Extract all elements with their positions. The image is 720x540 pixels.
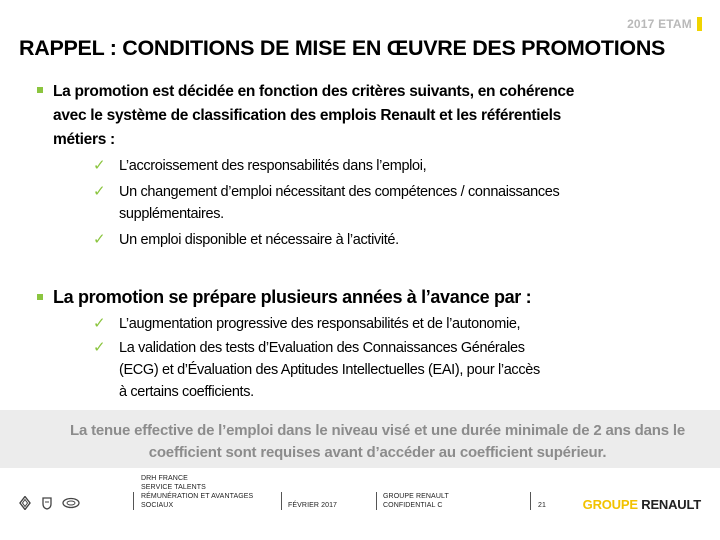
tag-accent-bar [697,17,702,31]
brand-part-renault: RENAULT [641,497,701,512]
footer-dept-line: RÉMUNÉRATION ET AVANTAGES [141,493,254,500]
brand-logo [583,497,701,512]
footer-divider [530,492,531,510]
bullet-square-icon [35,292,45,302]
footer-group-line: CONFIDENTIAL C [383,502,443,509]
checkmark-icon: ✓ [93,156,106,174]
callout-line: coefficient sont requises avant d’accéder au coefficient supérieur. [148,444,607,461]
callout-line: La tenue effective de l’emploi dans le niveau visé et une durée minimale de 2 ans dans le [70,422,685,439]
page-number: 21 [538,502,546,509]
footer-dept-line: SOCIAUX [141,502,174,509]
footer-dept-line: DRH FRANCE [141,475,188,482]
list-item: Un emploi disponible et nécessaire à l’activité. [119,232,399,248]
dacia-logo-icon [40,496,54,510]
checkmark-icon: ✓ [93,338,106,356]
list-item: L’accroissement des responsabilités dans l’emploi, [119,158,427,174]
section2-heading: La promotion se prépare plusieurs années à l’avance par : [53,287,532,307]
footer-divider [281,492,282,510]
list-item-continuation: (ECG) et d’Évaluation des Aptitudes Intellectuelles (EAI), pour l’accès [119,362,540,378]
footer-dept-line: SERVICE TALENTS [141,484,206,491]
checkmark-icon: ✓ [93,314,106,332]
footer-group-line: GROUPE RENAULT [383,493,449,500]
footer-group [383,492,449,510]
list-item-continuation: supplémentaires. [119,206,224,222]
footer-divider [133,492,134,510]
brand-part-groupe: GROUPE [582,497,638,512]
list-item: La validation des tests d’Evaluation des Connaissances Générales [119,340,525,356]
section1-line: La promotion est décidée en fonction des critères suivants, en cohérence [53,83,575,100]
section1-line: métiers : [53,131,115,148]
footer-date: FÉVRIER 2017 [288,502,338,509]
document-tag: 2017 ETAM [627,17,692,31]
list-item: Un changement d’emploi nécessitant des compétences / connaissances [119,184,560,200]
checkmark-icon: ✓ [93,182,106,200]
footer-divider [376,492,377,510]
callout-text [40,420,715,464]
section1-line: avec le système de classification des emplois Renault et les référentiels [53,107,561,124]
callout-band [0,410,720,468]
checkmark-icon: ✓ [93,230,106,248]
footer-department [141,474,253,510]
list-item-continuation: à certains coefficients. [119,384,254,400]
samsung-logo-icon [62,496,80,510]
renault-logo-icon [18,496,32,510]
page-title: RAPPEL : CONDITIONS DE MISE EN ŒUVRE DES PROMOTIONS [19,36,666,60]
section1-heading [53,80,574,152]
list-item: L’augmentation progressive des responsabilités et de l’autonomie, [119,316,521,332]
bullet-square-icon [35,85,45,95]
